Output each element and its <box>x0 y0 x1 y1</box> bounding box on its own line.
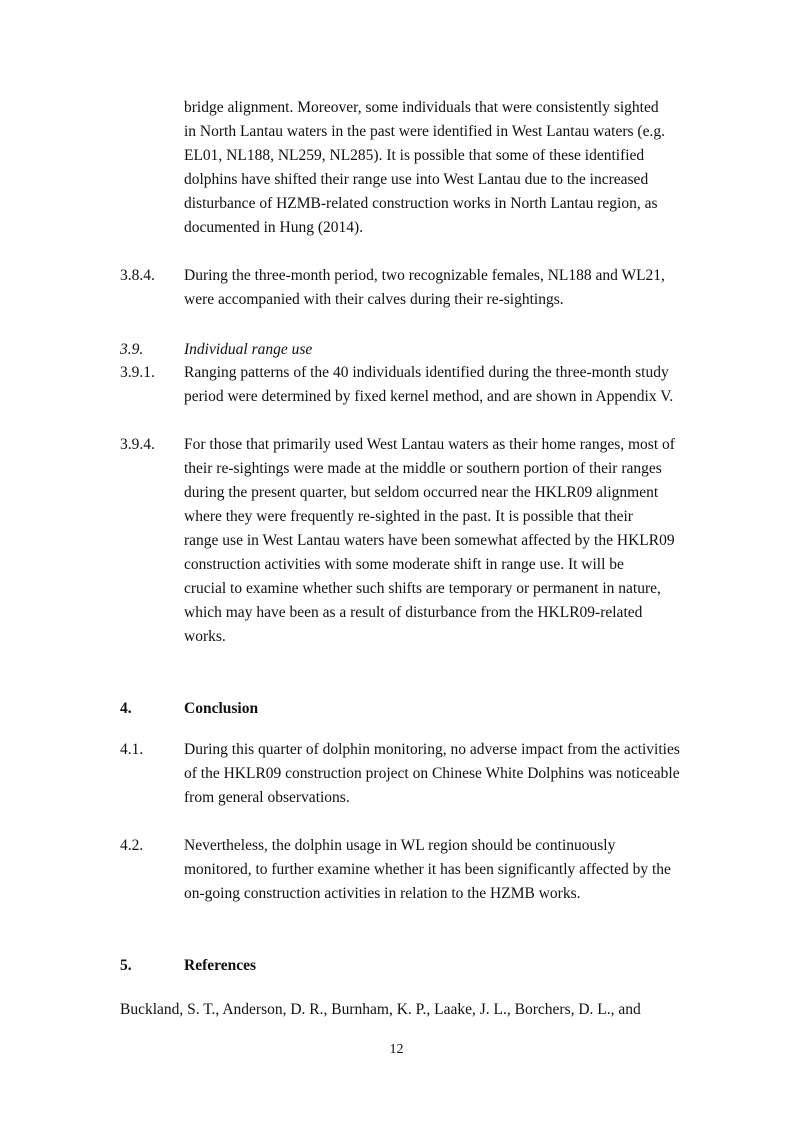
paragraph-line: were accompanied with their calves during their re-sightings. <box>184 291 564 308</box>
paragraph-number: 3.9.1. <box>120 364 155 381</box>
page-number: 12 <box>389 1042 404 1057</box>
paragraph-line: During this quarter of dolphin monitoring, no adverse impact from the activities <box>184 741 680 758</box>
paragraph-line: of the HKLR09 construction project on Chinese White Dolphins was noticeable <box>184 765 680 782</box>
paragraph-line: bridge alignment. Moreover, some individuals that were consistently sighted <box>184 99 659 116</box>
reference-line: Buckland, S. T., Anderson, D. R., Burnham, K. P., Laake, J. L., Borchers, D. L., and <box>120 1001 641 1018</box>
paragraph-number: 4.2. <box>120 837 144 854</box>
paragraph-line: which may have been as a result of disturbance from the HKLR09-related <box>184 604 643 621</box>
paragraph-line: crucial to examine whether such shifts are temporary or permanent in nature, <box>184 580 661 597</box>
paragraph-line: monitored, to further examine whether it has been significantly affected by the <box>184 861 671 878</box>
paragraph-line: from general observations. <box>184 789 350 806</box>
paragraph-number: 3.9.4. <box>120 436 155 453</box>
paragraph-line: on-going construction activities in relation to the HZMB works. <box>184 885 581 902</box>
paragraph-line: disturbance of HZMB-related construction works in North Lantau region, as <box>184 195 658 212</box>
paragraph-number: 3.8.4. <box>120 267 155 284</box>
paragraph-line: Ranging patterns of the 40 individuals identified during the three-month study <box>184 364 669 381</box>
section-title: References <box>184 957 257 974</box>
paragraph-line: EL01, NL188, NL259, NL285). It is possible that some of these identified <box>184 147 645 164</box>
paragraph-line: For those that primarily used West Lantau waters as their home ranges, most of <box>184 436 675 453</box>
section-number: 5. <box>120 957 132 974</box>
paragraph-line: where they were frequently re-sighted in the past. It is possible that their <box>184 508 633 525</box>
section-title: Conclusion <box>184 700 259 717</box>
paragraph-line: works. <box>184 628 226 645</box>
paragraph-line: During the three-month period, two recognizable females, NL188 and WL21, <box>184 267 665 284</box>
paragraph-line: range use in West Lantau waters have been somewhat affected by the HKLR09 <box>184 532 675 549</box>
paragraph-line: in North Lantau waters in the past were identified in West Lantau waters (e.g. <box>184 123 665 140</box>
paragraph-line: period were determined by fixed kernel method, and are shown in Appendix V. <box>184 388 674 405</box>
paragraph-line: during the present quarter, but seldom occurred near the HKLR09 alignment <box>184 484 659 501</box>
paragraph-line: their re-sightings were made at the middle or southern portion of their ranges <box>184 460 662 477</box>
paragraph-line: documented in Hung (2014). <box>184 219 364 236</box>
paragraph-number: 4.1. <box>120 741 144 758</box>
paragraph-line: Nevertheless, the dolphin usage in WL region should be continuously <box>184 837 616 854</box>
paragraph-line: dolphins have shifted their range use into West Lantau due to the increased <box>184 171 649 188</box>
paragraph-line: construction activities with some moderate shift in range use. It will be <box>184 556 624 573</box>
section-number: 3.9. <box>120 341 144 358</box>
section-title: Individual range use <box>184 341 313 358</box>
section-number: 4. <box>120 700 132 717</box>
